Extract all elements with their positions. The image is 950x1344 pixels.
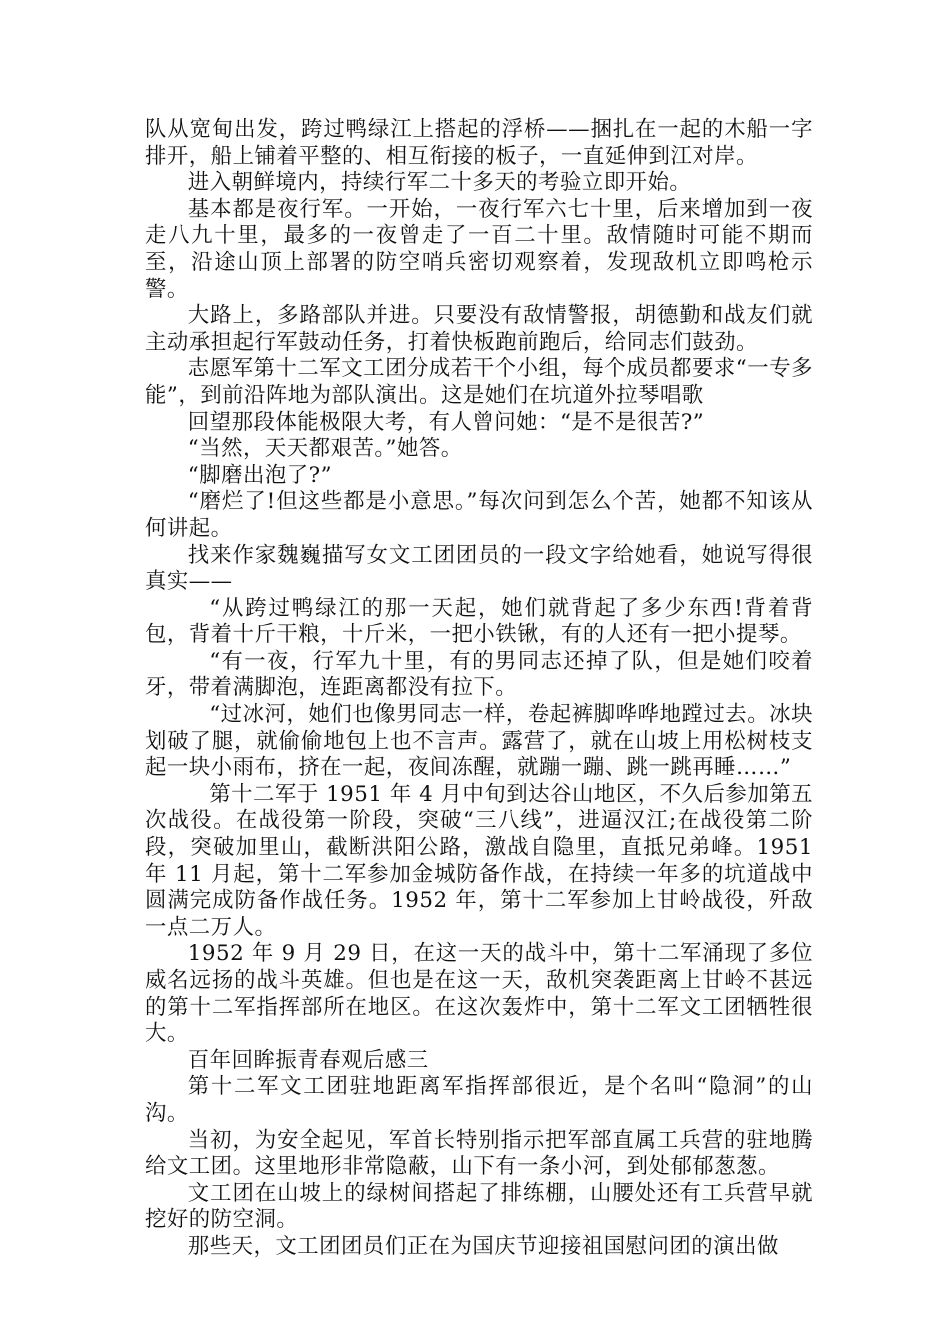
paragraph: 文工团在山坡上的绿树间搭起了排练棚，山腰处还有工兵营早就挖好的防空洞。 — [145, 1180, 813, 1233]
paragraph: 第十二军于 1951 年 4 月中旬到达谷山地区，不久后参加第五次战役。在战役第一阶段，突破“三八线”，进逼汉江;在战役第二阶段，突破加里山，截断洪阳公路，激战自隐里，直抵兄弟峰。1951 年 11 月起，第十二军参加金城防备作战，在持续一年多的坑道战中圆满完成防备作战任务。1952 年，第十二军参加上甘岭战役，歼敌一点二万人。 — [145, 781, 813, 940]
paragraph: 当初，为安全起见，军首长特别指示把军部直属工兵营的驻地腾给文工团。这里地形非常隐蔽，山下有一条小河，到处郁郁葱葱。 — [145, 1127, 813, 1180]
paragraph: “磨烂了!但这些都是小意思。”每次问到怎么个苦，她都不知该从何讲起。 — [145, 489, 813, 541]
paragraph: 那些天，文工团团员们正在为国庆节迎接祖国慰问团的演出做 — [187, 1233, 779, 1259]
section-heading: 百年回眸振青春观后感三 — [187, 1047, 429, 1073]
quoted-paragraph: “过冰河，她们也像男同志一样，卷起裤脚哗哗地蹚过去。冰块划破了腿，就偷偷地包上也不言声。露营了，就在山坡上用松树枝支起一块小雨布，挤在一起，夜间冻醒，就蹦一蹦、跳一跳再睡……” — [145, 702, 813, 781]
paragraph: 志愿军第十二军文工团分成若干个小组，每个成员都要求“一专多能”，到前沿阵地为部队演出。这是她们在坑道外拉琴唱歌 — [145, 356, 813, 408]
quoted-paragraph: “从跨过鸭绿江的那一天起，她们就背起了多少东西!背着背包，背着十斤干粮，十斤米，一把小铁锹，有的人还有一把小提琴。 — [145, 595, 813, 648]
quoted-paragraph: “有一夜，行军九十里，有的男同志还掉了队，但是她们咬着牙，带着满脚泡，连距离都没有拉下。 — [145, 648, 813, 701]
paragraph: 找来作家魏巍描写女文工团团员的一段文字给她看，她说写得很真实—— — [145, 542, 813, 595]
paragraph: 1952 年 9 月 29 日，在这一天的战斗中，第十二军涌现了多位威名远扬的战斗英雄。但也是在这一天，敌机突袭距离上甘岭不甚远的第十二军指挥部所在地区。在这次轰炸中，第十二军文工团牺牲很大。 — [145, 941, 813, 1047]
paragraph: “脚磨出泡了?” — [187, 462, 333, 488]
paragraph: 回望那段体能极限大考，有人曾问她：“是不是很苦?” — [187, 409, 705, 435]
paragraph: “当然，天天都艰苦。”她答。 — [187, 436, 463, 462]
body-text — [145, 117, 813, 1261]
paragraph: 队从宽甸出发，跨过鸭绿江上搭起的浮桥——捆扎在一起的木船一字排开，船上铺着平整的、相互衔接的板子，一直延伸到江对岸。 — [145, 117, 813, 169]
paragraph: 大路上，多路部队并进。只要没有敌情警报，胡德勤和战友们就主动承担起行军鼓动任务，打着快板跑前跑后，给同志们鼓劲。 — [145, 303, 813, 355]
paragraph: 第十二军文工团驻地距离军指挥部很近，是个名叫“隐洞”的山沟。 — [145, 1074, 813, 1126]
paragraph: 基本都是夜行军。一开始，一夜行军六七十里，后来增加到一夜走八九十里，最多的一夜曾走了一百二十里。敌情随时可能不期而至，沿途山顶上部署的防空哨兵密切观察着，发现敌机立即鸣枪示警。 — [145, 196, 813, 302]
paragraph: 进入朝鲜境内，持续行军二十多天的考验立即开始。 — [187, 170, 692, 196]
